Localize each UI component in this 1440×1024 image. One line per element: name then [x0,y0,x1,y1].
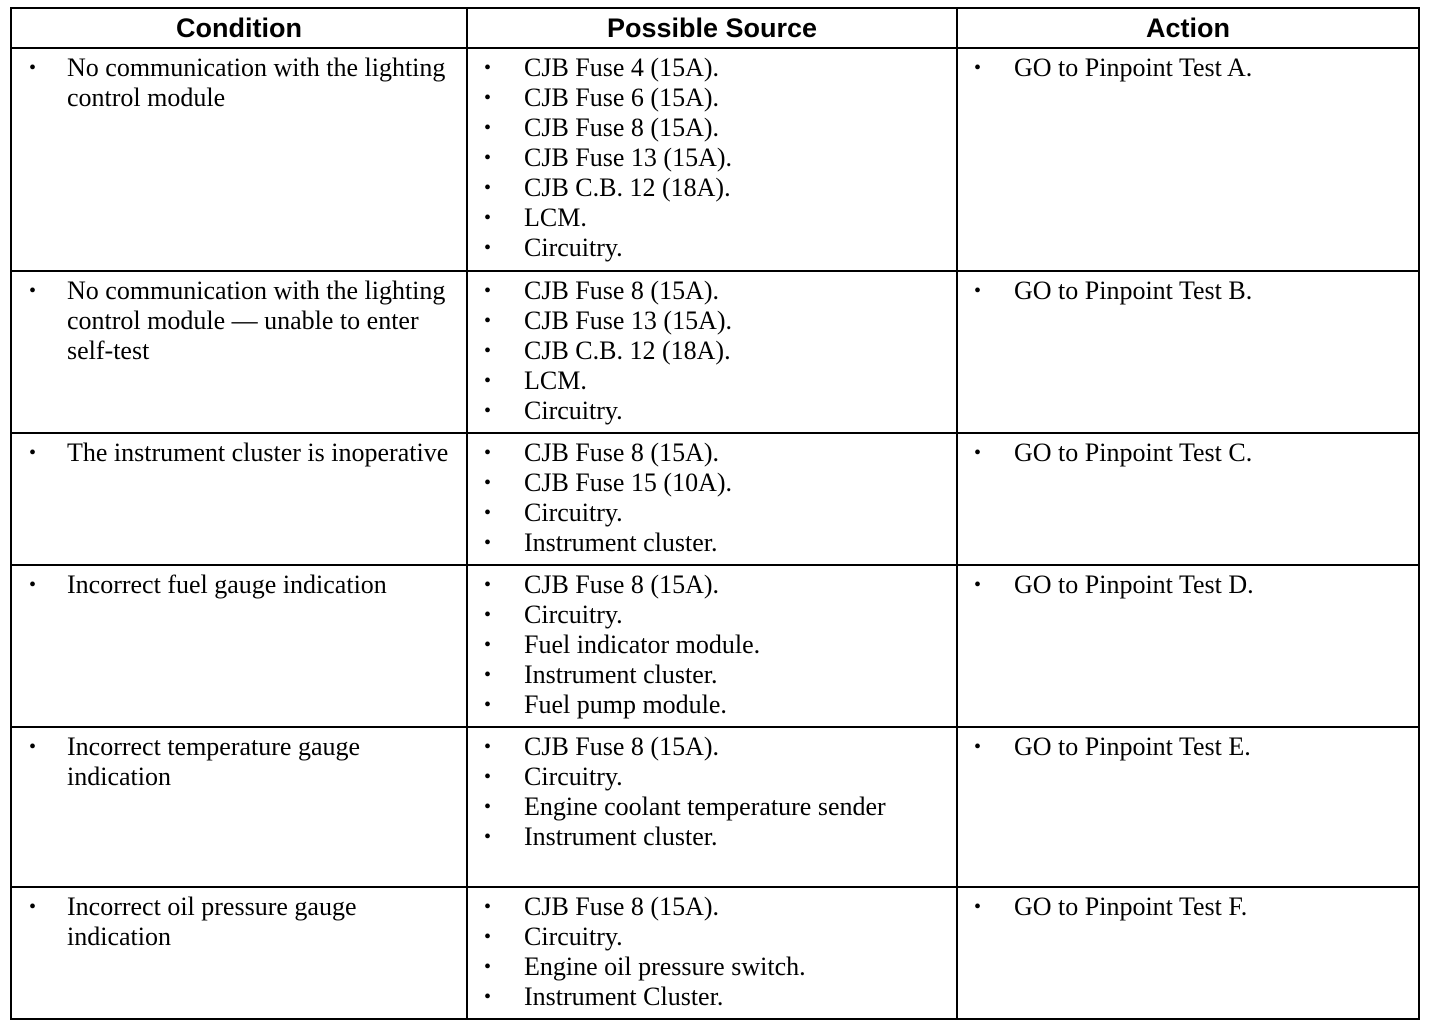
bullet-icon: • [484,147,492,169]
action-header: Action [957,8,1419,48]
source-item-text: CJB Fuse 8 (15A). [524,732,720,761]
bullet-icon: • [29,442,37,464]
source-item-text: CJB C.B. 12 (18A). [524,173,731,202]
source-item-text: Fuel indicator module. [524,630,761,659]
table-body [11,48,1419,1019]
source-item [468,952,956,982]
action-cell [957,271,1419,433]
source-item-text: Fuel pump module. [524,690,727,719]
source-item-text: Circuitry. [524,396,623,425]
source-item-text: Instrument cluster. [524,528,718,557]
condition-item-text: Incorrect temperature gauge indication [67,732,361,791]
action-cell [957,565,1419,727]
bullet-icon: • [484,796,492,818]
bullet-icon: • [484,57,492,79]
bullet-icon: • [974,574,982,596]
bullet-icon: • [484,956,492,978]
source-item-text: CJB Fuse 8 (15A). [524,276,720,305]
source-item [468,822,956,852]
action-cell [957,48,1419,271]
source-item-text: CJB Fuse 8 (15A). [524,892,720,921]
action-item-text: GO to Pinpoint Test D. [1014,570,1254,599]
bullet-icon: • [484,442,492,464]
action-item-text: GO to Pinpoint Test C. [1014,438,1253,467]
bullet-icon: • [484,664,492,686]
bullet-icon: • [29,280,37,302]
bullet-icon: • [484,117,492,139]
source-item-text: Circuitry. [524,498,623,527]
bullet-icon: • [29,574,37,596]
action-item [958,438,1418,468]
condition-item-text: No communication with the lighting control module — unable to enter self-test [67,276,446,365]
action-item-text: GO to Pinpoint Test F. [1014,892,1248,921]
action-cell [957,887,1419,1019]
condition-item [12,892,466,952]
source-item-text: Circuitry. [524,600,623,629]
source-item [468,366,956,396]
source-item [468,233,956,263]
bullet-icon: • [484,532,492,554]
source-item [468,732,956,762]
source-item [468,982,956,1012]
source-item-text: Circuitry. [524,233,623,262]
source-item [468,276,956,306]
bullet-icon: • [484,604,492,626]
bullet-icon: • [974,57,982,79]
table-row [11,565,1419,727]
bullet-icon: • [484,502,492,524]
condition-item-text: No communication with the lighting control module [67,53,446,112]
bullet-icon: • [974,442,982,464]
table-row [11,433,1419,565]
source-item-text: CJB Fuse 13 (15A). [524,143,733,172]
source-item-text: Engine coolant temperature sender [524,792,886,821]
action-item-text: GO to Pinpoint Test A. [1014,53,1253,82]
source-item [468,660,956,690]
source-item [468,396,956,426]
bullet-icon: • [484,826,492,848]
possible-source-cell [467,48,957,271]
condition-item-text: Incorrect fuel gauge indication [67,570,387,599]
condition-cell [11,565,467,727]
condition-item [12,276,466,366]
source-item-text: CJB Fuse 13 (15A). [524,306,733,335]
possible-source-cell [467,433,957,565]
source-item-text: Circuitry. [524,922,623,951]
condition-header: Condition [11,8,467,48]
possible-source-cell [467,887,957,1019]
bullet-icon: • [484,237,492,259]
condition-item-text: The instrument cluster is inoperative [67,438,449,467]
source-item-text: LCM. [524,203,587,232]
source-item [468,528,956,558]
condition-item [12,53,466,113]
source-item [468,336,956,366]
table-row [11,887,1419,1019]
source-item-text: CJB Fuse 8 (15A). [524,113,720,142]
bullet-icon: • [484,986,492,1008]
source-item [468,600,956,630]
bullet-icon: • [29,736,37,758]
table-row [11,271,1419,433]
source-item [468,306,956,336]
source-item-text: Engine oil pressure switch. [524,952,806,981]
source-item [468,690,956,720]
source-item [468,792,956,822]
source-item-text: CJB Fuse 15 (10A). [524,468,733,497]
source-item [468,892,956,922]
table-row [11,727,1419,887]
source-item-text: CJB Fuse 8 (15A). [524,570,720,599]
action-cell [957,727,1419,887]
possible-source-header: Possible Source [467,8,957,48]
source-item [468,173,956,203]
bullet-icon: • [484,694,492,716]
bullet-icon: • [29,57,37,79]
bullet-icon: • [484,634,492,656]
source-item-text: CJB Fuse 6 (15A). [524,83,720,112]
source-item-text: LCM. [524,366,587,395]
source-item-text: Instrument cluster. [524,660,718,689]
condition-cell [11,271,467,433]
table-row [11,48,1419,271]
possible-source-cell [467,727,957,887]
bullet-icon: • [484,340,492,362]
symptom-chart-table [10,7,1420,1020]
source-item [468,53,956,83]
source-item-text: CJB Fuse 4 (15A). [524,53,720,82]
source-item [468,113,956,143]
action-item [958,276,1418,306]
bullet-icon: • [484,574,492,596]
bullet-icon: • [484,400,492,422]
source-item-text: CJB C.B. 12 (18A). [524,336,731,365]
possible-source-cell [467,271,957,433]
condition-cell [11,433,467,565]
condition-cell [11,887,467,1019]
action-item [958,892,1418,922]
bullet-icon: • [484,736,492,758]
action-item [958,53,1418,83]
source-item-text: CJB Fuse 8 (15A). [524,438,720,467]
condition-item [12,570,466,600]
bullet-icon: • [484,766,492,788]
source-item [468,203,956,233]
source-item-text: Circuitry. [524,762,623,791]
bullet-icon: • [974,736,982,758]
bullet-icon: • [484,310,492,332]
source-item [468,83,956,113]
bullet-icon: • [484,87,492,109]
bullet-icon: • [484,177,492,199]
source-item [468,762,956,792]
source-item [468,143,956,173]
action-cell [957,433,1419,565]
possible-source-cell [467,565,957,727]
source-item [468,630,956,660]
condition-item-text: Incorrect oil pressure gauge indication [67,892,357,951]
bullet-icon: • [484,896,492,918]
bullet-icon: • [484,207,492,229]
source-item [468,468,956,498]
action-item [958,732,1418,762]
action-item-text: GO to Pinpoint Test B. [1014,276,1253,305]
source-item [468,438,956,468]
header-row [11,8,1419,48]
condition-cell [11,48,467,271]
bullet-icon: • [484,370,492,392]
action-item [958,570,1418,600]
bullet-icon: • [484,926,492,948]
source-item-text: Instrument cluster. [524,822,718,851]
bullet-icon: • [29,896,37,918]
bullet-icon: • [484,472,492,494]
source-item [468,570,956,600]
condition-cell [11,727,467,887]
action-item-text: GO to Pinpoint Test E. [1014,732,1251,761]
source-item-text: Instrument Cluster. [524,982,724,1011]
condition-item [12,732,466,792]
source-item [468,498,956,528]
bullet-icon: • [484,280,492,302]
source-item [468,922,956,952]
bullet-icon: • [974,896,982,918]
bullet-icon: • [974,280,982,302]
condition-item [12,438,466,468]
